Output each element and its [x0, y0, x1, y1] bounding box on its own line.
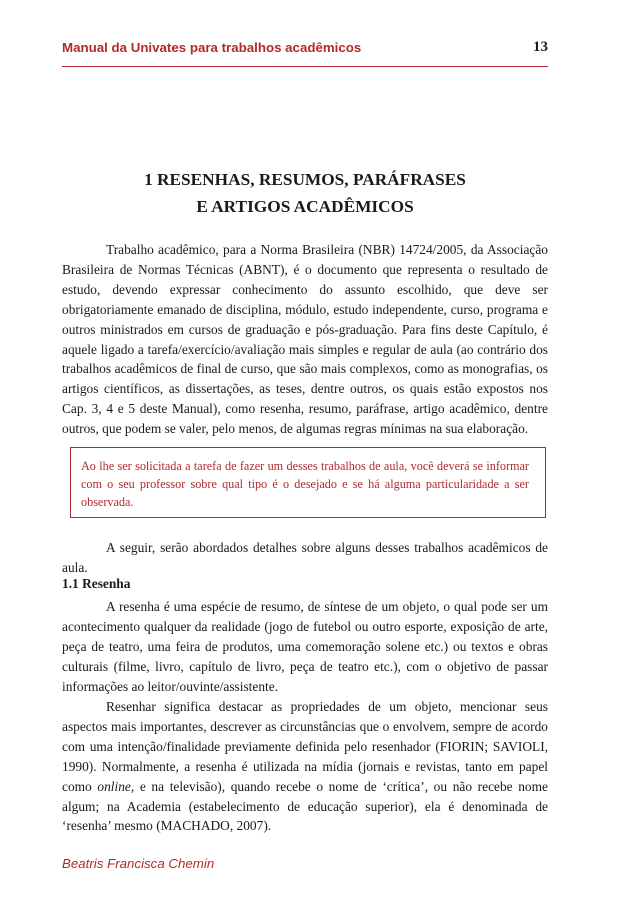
chapter-title-line-2: E ARTIGOS ACADÊMICOS [196, 197, 414, 216]
chapter-title-line-1: 1 RESENHAS, RESUMOS, PARÁFRASES [144, 170, 466, 189]
note-box [70, 447, 546, 518]
intro-paragraph [62, 240, 548, 439]
note-text: Ao lhe ser solicitada a tarefa de fazer um desses trabalhos de aula, você deverá se informar com o seu professor sobre qual tipo é o desejado e se há alguma particularidade a ser observada. [81, 459, 529, 509]
resenha-paragraph-1 [62, 597, 548, 697]
resenha-text-2b: , e na televisão), quando recebe o nome de ‘crítica’, ou não recebe nome algum; na Academia (estabelecimento de educação superior), ela é denominada de ‘resenha’ mesmo (MACHADO, 2007). [62, 778, 548, 834]
intro-text: Trabalho acadêmico, para a Norma Brasileira (NBR) 14724/2005, da Associação Brasileira de Normas Técnicas (ABNT), é o documento que representa o resultado de estudo, devendo expressar conhecimento do assunto escolhido, que deve ser obrigatoriamente emanado de disciplina, módulo, estudo independente, curso, programa e outros ministrados em cursos de graduação e pós-graduação. Para fins deste Capítulo, é aquele ligado a tarefa/exercício/avaliação mais simples e regular de aula (ao contrário dos trabalhos acadêmicos de final de curso, que são mais complexos, como as monografias, os artigos científicos, as dissertações, as teses, dentre outros, os quais estão expostos nos Cap. 3, 4 e 5 deste Manual), como resenha, resumo, paráfrase, artigo acadêmico, dentre outros, que podem se valer, pelo menos, de algumas regras mínimas na sua elaboração. [62, 242, 548, 437]
running-title: Manual da Univates para trabalhos acadêmicos [62, 40, 362, 55]
resenha-text-1: A resenha é uma espécie de resumo, de síntese de um objeto, o qual pode ser um acontecimento qualquer da realidade (jogo de futebol ou outro esporte, exposição de arte, peça de teatro, uma feira de produtos, uma comemoração solene etc.) ou textos e obras culturais (filme, livro, capítulo de livro, peça de teatro etc.), com o objetivo de passar informações ao leitor/ouvinte/assistente. [62, 599, 548, 694]
transition-text: A seguir, serão abordados detalhes sobre alguns desses trabalhos acadêmicos de aula. [62, 540, 548, 575]
online-term: online [97, 778, 131, 794]
transition-paragraph [62, 538, 548, 578]
resenha-text-2a: Resenhar significa destacar as propriedades de um objeto, mencionar seus aspectos mais importantes, descrever as circunstâncias que o envolvem, sempre de acordo com uma intenção/finalidade previamente definida pelo resenhador (FIORIN; SAVIOLI, 1990). Normalmente, a resenha é utilizada na mídia (jornais e revistas, tanto em papel como [62, 699, 548, 794]
page-number: 13 [533, 39, 548, 55]
page-header [62, 34, 548, 67]
footer-author: Beatris Francisca Chemin [62, 856, 215, 871]
section-heading: 1.1 Resenha [62, 576, 131, 591]
resenha-paragraph-2 [62, 697, 548, 836]
